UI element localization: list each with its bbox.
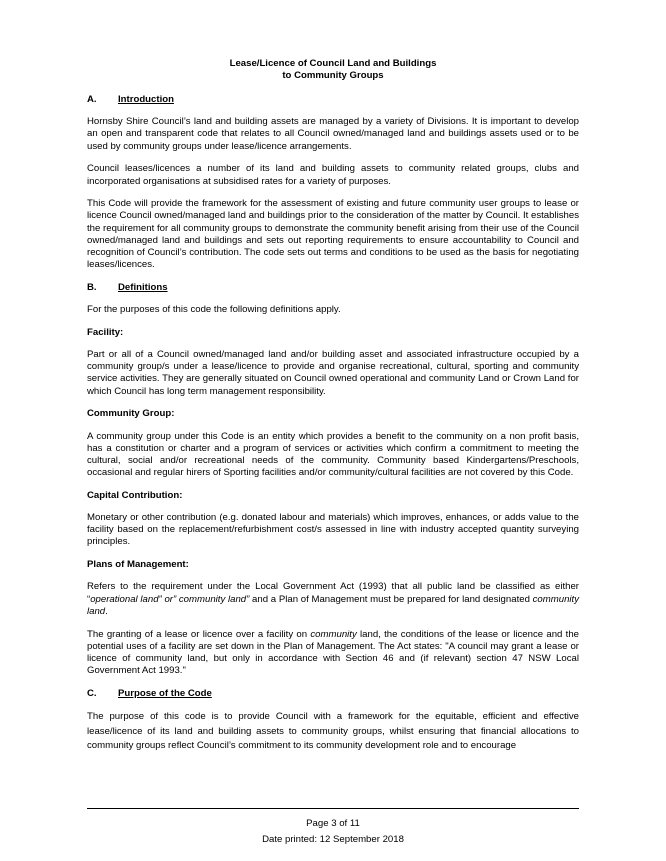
facility-heading: Facility: xyxy=(87,326,124,338)
capital-contribution-heading: Capital Contribution: xyxy=(87,489,183,501)
title-line-2: to Community Groups xyxy=(282,70,384,81)
page-number: Page 3 of 11 xyxy=(306,818,360,829)
section-a-heading xyxy=(87,94,579,106)
section-c-heading xyxy=(87,688,579,700)
section-b-title: Definitions xyxy=(118,281,168,293)
capital-contribution-definition: Monetary or other contribution (e.g. donated labour and materials) which improves, enhances, or adds value to the facility based on the replacement/refurbishment cost/s assessed in line with industry accepted quantity surveying principles. xyxy=(87,512,579,548)
pom-p2-text-b: land, the conditions of the lease or licence and the potential uses of a facility are set down in the Plan of Management. The Act states: "A council may grant a lease or licence of community land, but only in accordance with Section 46 and (if relevant) section 47 NSW Local Government Act 1993." xyxy=(87,628,579,677)
facility-definition: Part or all of a Council owned/managed land and/or building asset and associated infrastructure occupied by a community group/s under a lease/licence to provide and organise recreational, cultural, sporting and community service activities. They are generally situated on Council owned operational and community Land or Crown Land for which Council has long term management responsibility. xyxy=(87,349,579,397)
intro-paragraph-3: This Code will provide the framework for the assessment of existing and future community user groups to lease or licence Council owned/managed land and buildings prior to the consideration of the matter by Council. It establishes the requirement for all community groups to demonstrate the community benefit arising from their use of the Council owned/managed land and buildings and sets out reporting requirements to ensure accountability to Council and recognition of Council’s contribution. The code sets out terms and conditions to be used as the basis for negotiating leases/licences. xyxy=(87,198,579,271)
purpose-paragraph: The purpose of this code is to provide Council with a framework for the equitable, efficient and effective lease/licence of its land and building assets to community groups, whilst ensuring that financial allocations to community groups reflect Council’s commitment to its community development role and to encourage xyxy=(87,711,579,752)
date-printed: Date printed: 12 September 2018 xyxy=(262,834,404,845)
intro-paragraph-1: Hornsby Shire Council’s land and building assets are managed by a variety of Divisions. It is important to develop an open and transparent code that relates to all Council owned/managed land and buildings assets used or to be used by community groups under lease/licence arrangements. xyxy=(87,116,579,152)
plans-of-management-paragraph-1 xyxy=(87,581,579,618)
community-group-definition: A community group under this Code is an entity which provides a benefit to the community on a non profit basis, has a constitution or charter and a program of services or activities which confirm a commitment to meeting the cultural, social and/or recreational needs of the community. Community based Kindergartens/Preschools, occasional and regular hirers of Sporting facilities and/or community/cultural facilities are not covered by this Code. xyxy=(87,430,579,479)
plans-of-management-heading: Plans of Management: xyxy=(87,559,189,571)
document-page xyxy=(87,0,579,861)
footer-divider xyxy=(87,808,579,809)
section-b-heading xyxy=(87,282,579,294)
section-a-number: A. xyxy=(87,94,97,105)
pom-p1-text-a: Refers to the requirement under the Local Government Act (1993) that all public land be classified as either “ xyxy=(87,581,579,605)
pom-p2-text-a: The granting of a lease or licence over a facility on xyxy=(87,628,311,640)
document-title xyxy=(87,58,579,82)
intro-paragraph-2: Council leases/licences a number of its land and building assets to community related groups, clubs and incorporated organisations at subsidised rates for a variety of purposes. xyxy=(87,163,579,187)
section-a-title: Introduction xyxy=(118,94,174,105)
pom-p1-text-c: . xyxy=(105,605,108,617)
plans-of-management-paragraph-2 xyxy=(87,629,579,678)
pom-p1-italic-a: operational land” or” community land” xyxy=(90,593,250,605)
pom-p2-italic: community xyxy=(310,628,357,640)
document-body xyxy=(87,94,579,764)
section-c-number: C. xyxy=(87,687,97,699)
section-c-title: Purpose of the Code xyxy=(118,687,212,699)
definitions-intro: For the purposes of this code the following definitions apply. xyxy=(87,304,341,316)
pom-p1-text-b: and a Plan of Management must be prepared for land designated xyxy=(249,593,533,605)
title-line-1: Lease/Licence of Council Land and Buildings xyxy=(229,58,437,69)
section-b-number: B. xyxy=(87,281,97,293)
community-group-heading: Community Group: xyxy=(87,408,175,420)
pom-p1-italic-b: community land xyxy=(87,593,580,617)
